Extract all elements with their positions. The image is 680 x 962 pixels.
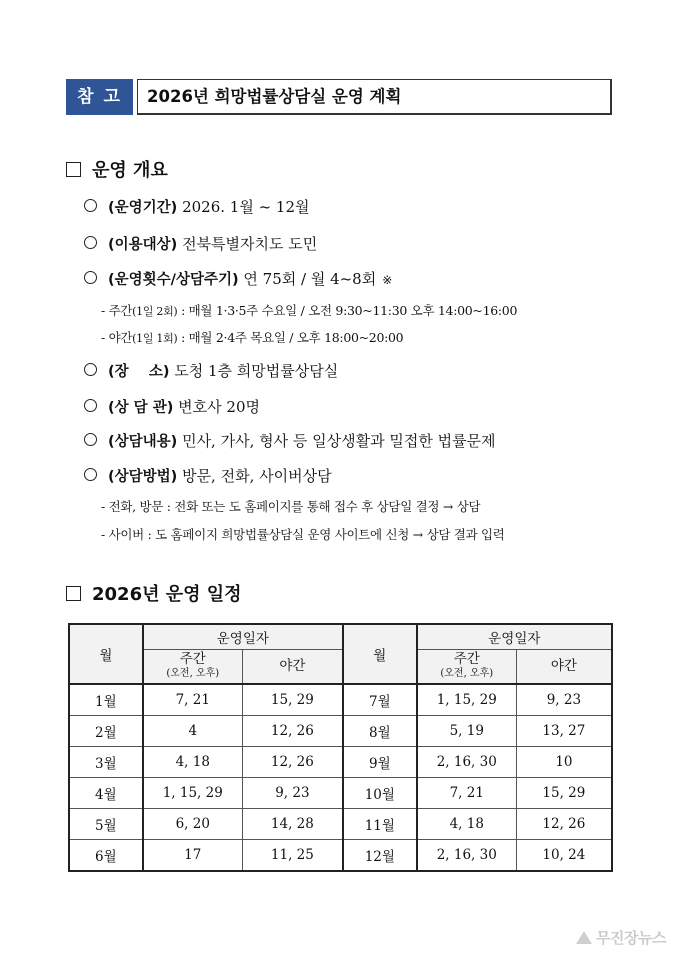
watermark <box>576 927 666 948</box>
overview-item-location <box>84 360 338 381</box>
overview-item-counselors <box>84 396 260 417</box>
month-cell: 10월 <box>343 778 417 809</box>
night-header: 야간 <box>242 650 343 685</box>
month-cell: 8월 <box>343 716 417 747</box>
mountain-logo-icon <box>576 931 592 944</box>
month-cell: 5월 <box>69 809 143 840</box>
detail-count: (1일 1회) <box>132 332 178 345</box>
night-dates-cell: 9, 23 <box>516 684 612 716</box>
night-dates-cell: 11, 25 <box>242 840 343 872</box>
night-dates-cell: 13, 27 <box>516 716 612 747</box>
table-row <box>69 840 612 872</box>
table-row <box>69 716 612 747</box>
month-cell: 4월 <box>69 778 143 809</box>
day-dates-cell: 2, 16, 30 <box>417 747 517 778</box>
overview-item-content <box>84 430 496 451</box>
item-value: 2026. 1월 ~ 12월 <box>182 198 310 216</box>
circle-bullet-icon <box>84 199 97 212</box>
night-dates-cell: 9, 23 <box>242 778 343 809</box>
item-label: (상담방법) <box>108 469 178 485</box>
day-dates-cell: 4, 18 <box>417 809 517 840</box>
month-cell: 3월 <box>69 747 143 778</box>
watermark-text: 무진장뉴스 <box>596 929 666 947</box>
item-value: 변호사 20명 <box>178 398 260 416</box>
circle-bullet-icon <box>84 236 97 249</box>
detail-name: - 주간 <box>101 303 133 318</box>
day-dates-cell: 4, 18 <box>143 747 243 778</box>
reference-mark: ※ <box>382 273 393 287</box>
night-dates-cell: 12, 26 <box>516 809 612 840</box>
section-title: 2026년 운영 일정 <box>92 584 242 605</box>
detail-text: : 매월 2·4주 목요일 / 오후 18:00~20:00 <box>177 330 404 345</box>
reference-tag: 참 고 <box>66 79 133 115</box>
day-dates-cell: 1, 15, 29 <box>417 684 517 716</box>
section-schedule-heading <box>66 580 242 606</box>
night-dates-cell: 14, 28 <box>242 809 343 840</box>
circle-bullet-icon <box>84 468 97 481</box>
day-subheader: (오전, 오후) <box>440 668 494 679</box>
day-dates-cell: 1, 15, 29 <box>143 778 243 809</box>
section-overview-heading <box>66 156 168 182</box>
night-dates-cell: 10 <box>516 747 612 778</box>
item-label: (이용대상) <box>108 237 178 253</box>
month-cell: 2월 <box>69 716 143 747</box>
circle-bullet-icon <box>84 399 97 412</box>
night-header: 야간 <box>516 650 612 685</box>
night-dates-cell: 12, 26 <box>242 716 343 747</box>
overview-item-period <box>84 196 310 217</box>
method-detail-cyber: - 사이버 : 도 홈페이지 희망법률상담실 운영 사이트에 신청 → 상담 결과 입력 <box>101 527 505 542</box>
checkbox-square-icon <box>66 162 81 177</box>
table-row <box>69 809 612 840</box>
item-value: 전북특별자치도 도민 <box>182 235 318 253</box>
item-value: 방문, 전화, 사이버상담 <box>182 467 332 485</box>
schedule-table <box>68 623 613 872</box>
method-detail-phone: - 전화, 방문 : 전화 또는 도 홈페이지를 통해 접수 후 상담일 결정 → 상담 <box>101 499 481 514</box>
overview-item-target <box>84 233 317 254</box>
day-dates-cell: 5, 19 <box>417 716 517 747</box>
night-dates-cell: 15, 29 <box>516 778 612 809</box>
item-value: 연 75회 / 월 4~8회 <box>243 270 377 288</box>
item-label: (운영기간) <box>108 200 178 216</box>
month-header: 월 <box>343 624 417 684</box>
frequency-detail-night <box>101 328 403 346</box>
item-value: 민사, 가사, 형사 등 일상생활과 밀접한 법률문제 <box>182 432 496 450</box>
day-dates-cell: 17 <box>143 840 243 872</box>
month-cell: 9월 <box>343 747 417 778</box>
month-cell: 6월 <box>69 840 143 872</box>
table-row <box>69 747 612 778</box>
overview-item-frequency <box>84 268 392 289</box>
day-header: 주간 (오전, 오후) <box>417 650 517 685</box>
circle-bullet-icon <box>84 363 97 376</box>
circle-bullet-icon <box>84 271 97 284</box>
checkbox-square-icon <box>66 586 81 601</box>
document-title: 2026년 희망법률상담실 운영 계획 <box>137 79 612 115</box>
day-dates-cell: 6, 20 <box>143 809 243 840</box>
table-row <box>69 778 612 809</box>
date-header: 운영일자 <box>143 624 343 650</box>
table-header-row <box>69 624 612 650</box>
night-dates-cell: 10, 24 <box>516 840 612 872</box>
day-dates-cell: 2, 16, 30 <box>417 840 517 872</box>
day-header: 주간 (오전, 오후) <box>143 650 243 685</box>
day-dates-cell: 7, 21 <box>417 778 517 809</box>
detail-name: - 야간 <box>101 330 133 345</box>
frequency-detail-day <box>101 301 517 319</box>
item-label: (상담내용) <box>108 434 178 450</box>
date-header: 운영일자 <box>417 624 612 650</box>
month-cell: 12월 <box>343 840 417 872</box>
item-label: (상 담 관) <box>108 400 174 416</box>
month-cell: 7월 <box>343 684 417 716</box>
document-header <box>66 79 612 115</box>
night-dates-cell: 15, 29 <box>242 684 343 716</box>
detail-text: : 매월 1·3·5주 수요일 / 오전 9:30~11:30 오후 14:00~16:00 <box>177 303 518 318</box>
day-dates-cell: 4 <box>143 716 243 747</box>
table-row <box>69 684 612 716</box>
night-dates-cell: 12, 26 <box>242 747 343 778</box>
section-title: 운영 개요 <box>92 160 168 181</box>
table-subheader-row <box>69 650 612 685</box>
month-cell: 11월 <box>343 809 417 840</box>
month-header: 월 <box>69 624 143 684</box>
month-cell: 1월 <box>69 684 143 716</box>
overview-item-method <box>84 465 332 486</box>
circle-bullet-icon <box>84 433 97 446</box>
item-label: (운영횟수/상담주기) <box>108 272 239 288</box>
detail-count: (1일 2회) <box>132 305 178 318</box>
day-subheader: (오전, 오후) <box>166 668 220 679</box>
day-dates-cell: 7, 21 <box>143 684 243 716</box>
item-label: (장 소) <box>108 364 170 380</box>
item-value: 도청 1층 희망법률상담실 <box>174 362 339 380</box>
